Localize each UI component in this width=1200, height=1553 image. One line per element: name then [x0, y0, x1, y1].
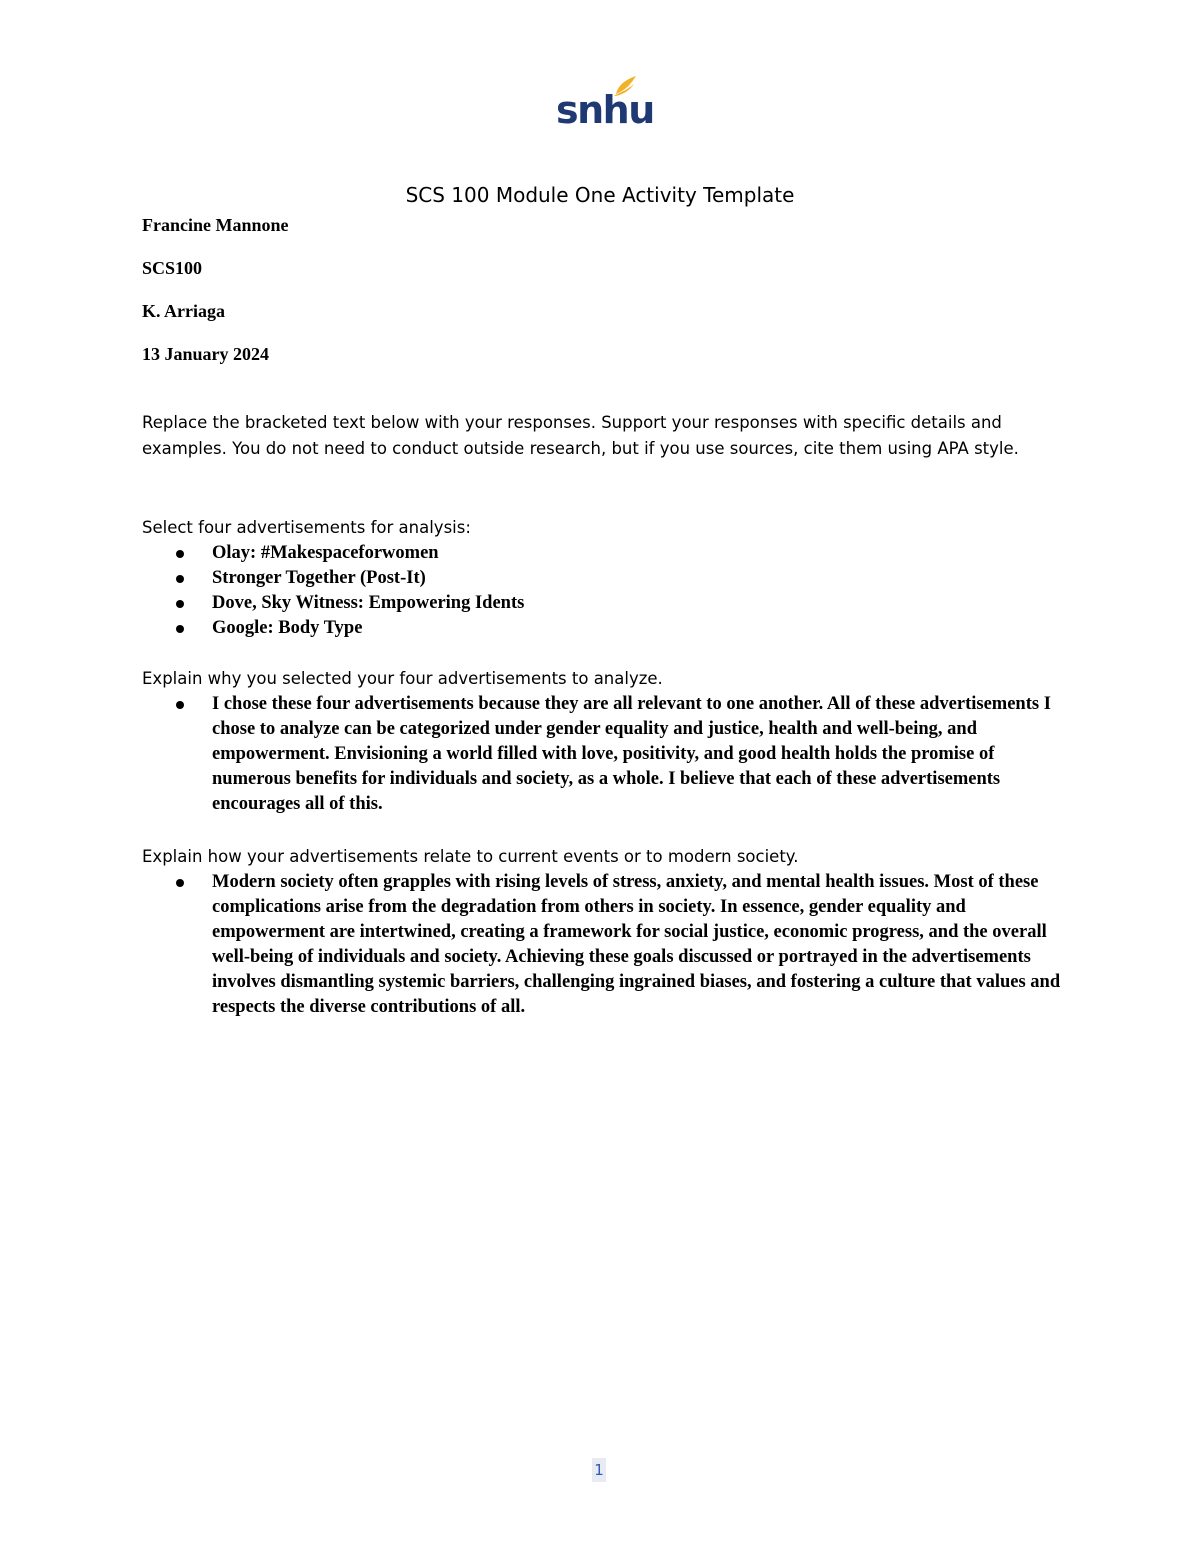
section-prompt: Explain how your advertisements relate to current events or to modern society. [142, 847, 799, 866]
list-item: Olay: #Makespaceforwomen [212, 541, 1062, 566]
list-item: Modern society often grapples with rising levels of stress, anxiety, and mental health issues. Most of these complications arise from the degradation from others in society. In essence, gender equality and empowerment are intertwined, creating a framework for social justice, economic progress, and the overall well-being of individuals and society. Achieving these goals discussed or portrayed in the advertisements involves dismantling systemic barriers, challenging ingrained biases, and fostering a culture that values and respects the diverse contributions of all. [212, 870, 1062, 1020]
course-code: SCS100 [142, 258, 203, 278]
document-date: 13 January 2024 [142, 344, 270, 364]
snhu-logo [556, 74, 654, 134]
section-prompt: Select four advertisements for analysis: [142, 518, 471, 537]
list-item: Stronger Together (Post-It) [212, 566, 1062, 591]
list-item: Dove, Sky Witness: Empowering Idents [212, 591, 1062, 616]
response-list [212, 692, 1062, 817]
list-item: Google: Body Type [212, 616, 1062, 641]
logo-wordmark: snhu [556, 88, 654, 132]
instructions-paragraph: Replace the bracketed text below with your responses. Support your responses with specific details and examples. You do not need to conduct outside research, but if you use sources, cite them using APA style. [142, 413, 1019, 458]
advertisement-list [212, 541, 1062, 641]
student-name: Francine Mannone [142, 215, 289, 235]
instructor-name: K. Arriaga [142, 301, 225, 321]
section-prompt: Explain why you selected your four advertisements to analyze. [142, 669, 663, 688]
page-number: 1 [592, 1458, 606, 1482]
response-list [212, 870, 1062, 1020]
list-item: I chose these four advertisements because they are all relevant to one another. All of these advertisements I chose to analyze can be categorized under gender equality and justice, health and well-being, and empowerment. Envisioning a world filled with love, positivity, and good health holds the promise of numerous benefits for individuals and society, as a whole. I believe that each of these advertisements encourages all of this. [212, 692, 1062, 817]
document-title: SCS 100 Module One Activity Template [405, 183, 795, 207]
